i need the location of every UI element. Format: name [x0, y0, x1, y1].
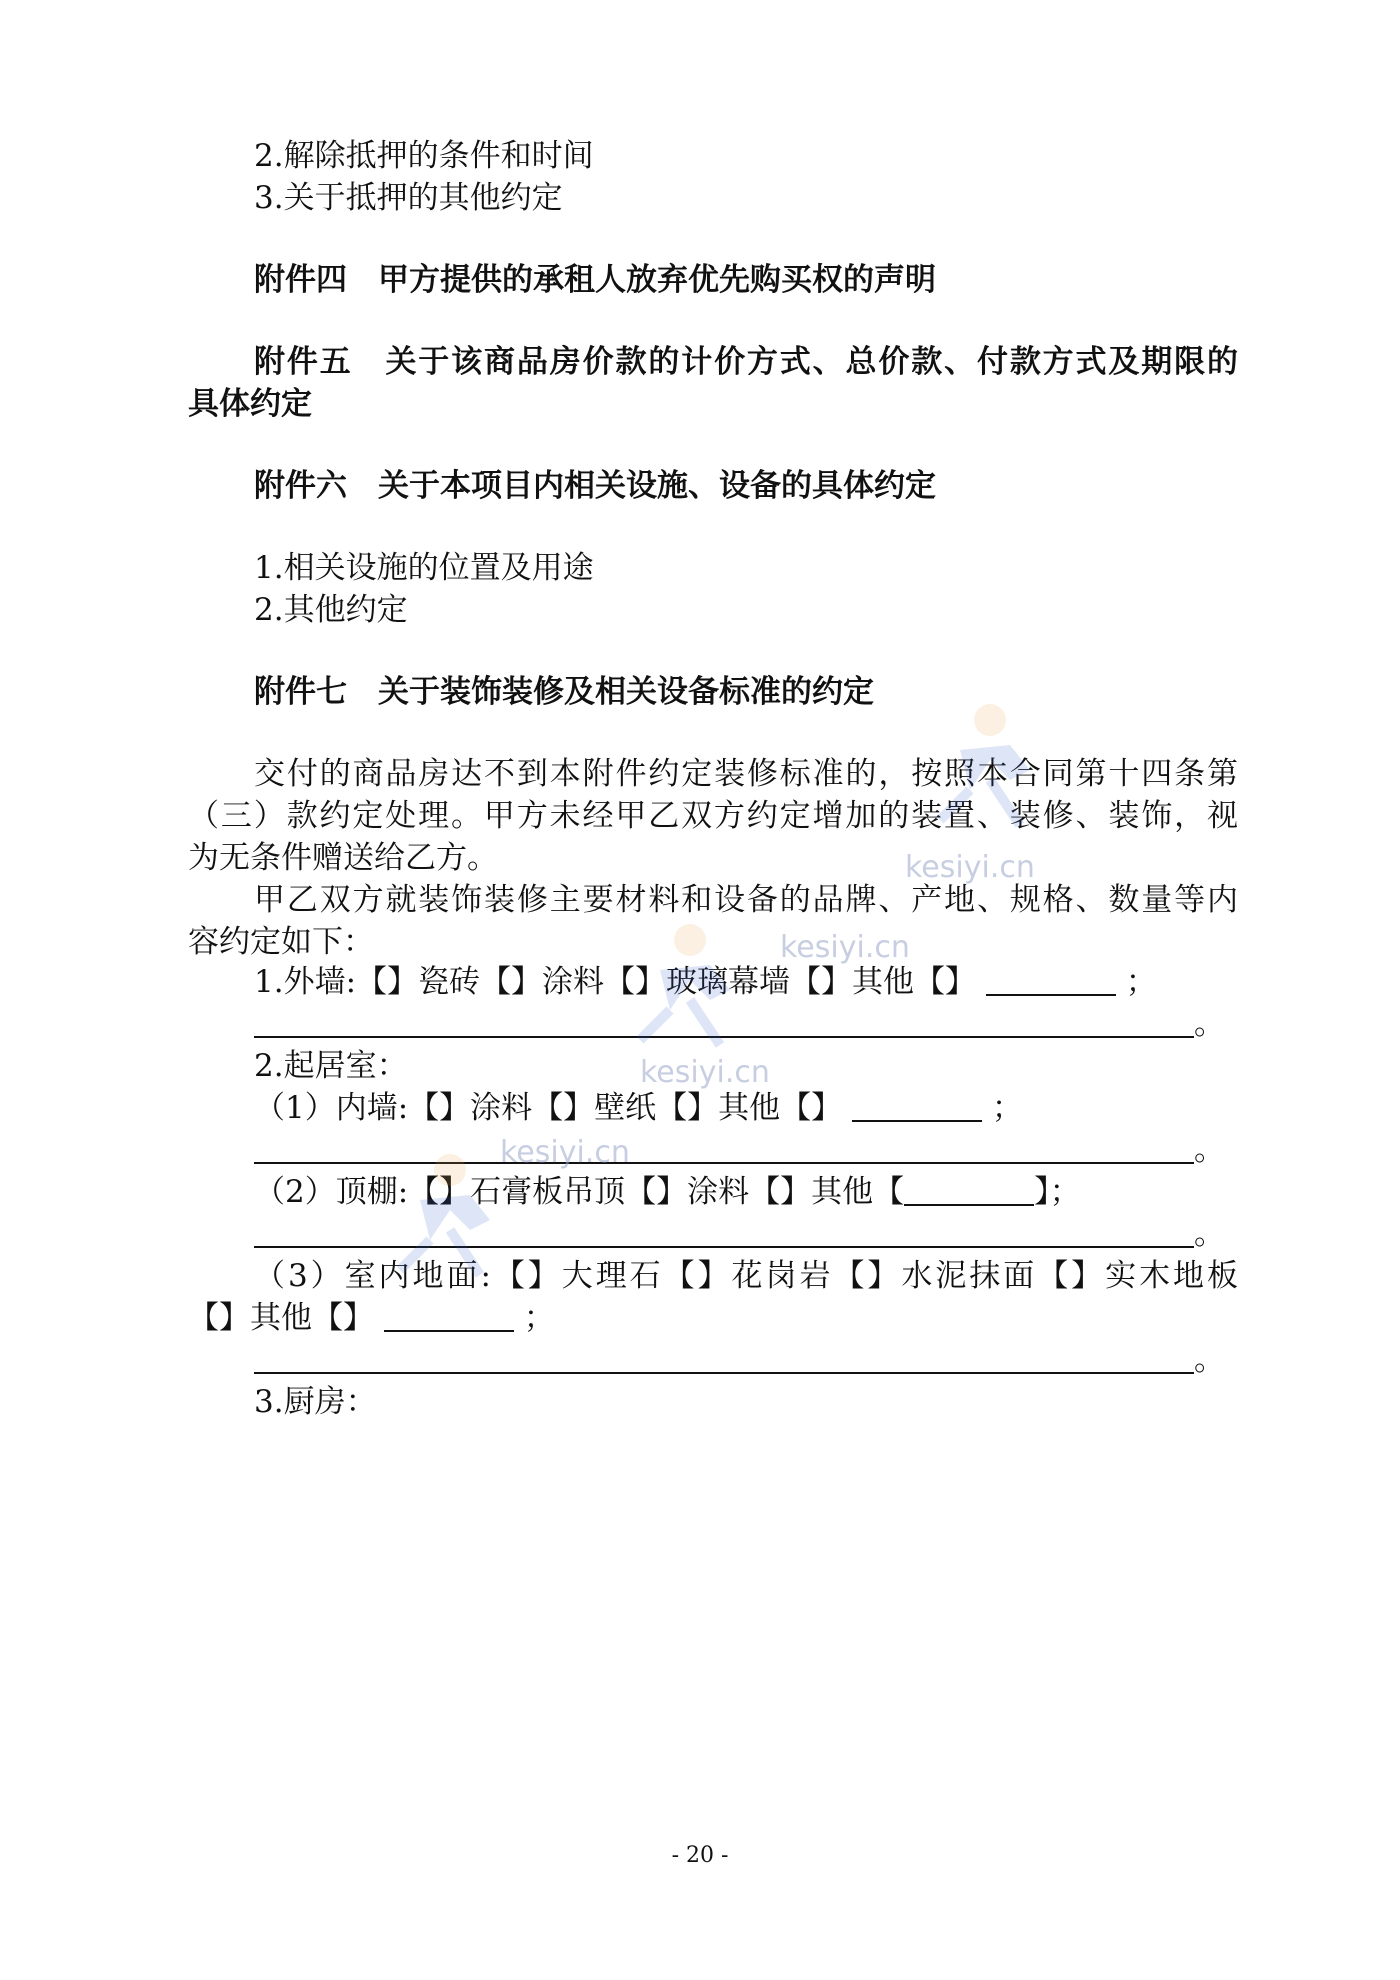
item-facilities: 1.相关设施的位置及用途: [254, 550, 594, 586]
heading-annex-5: 附件五 关于该商品房价款的计价方式、总价款、付款方式及期限的: [254, 344, 1238, 380]
section-living-room: 2.起居室：: [254, 1048, 408, 1084]
item-floor: （3）室内地面:【】大理石【】花岗岩【】水泥抹面【】实木地板: [254, 1258, 1238, 1294]
period: 。: [1194, 1342, 1225, 1378]
heading-annex-4: 附件四 甲方提供的承租人放弃优先购买权的声明: [254, 262, 936, 298]
watermark-text: kesiyi.cn: [640, 1055, 770, 1090]
period: 。: [1194, 1006, 1225, 1042]
fill-blank[interactable]: [384, 1300, 514, 1332]
page-number: - 20 -: [671, 1843, 729, 1868]
period: 。: [1194, 1132, 1225, 1168]
watermark-text: kesiyi.cn: [905, 850, 1035, 885]
watermark-text: kesiyi.cn: [500, 1135, 630, 1170]
paragraph-line: 容约定如下：: [188, 924, 374, 960]
heading-annex-7: 附件七 关于装饰装修及相关设备标准的约定: [254, 674, 874, 710]
paragraph-line: （三）款约定处理。甲方未经甲乙双方约定增加的装置、装修、装饰，视: [188, 798, 1238, 834]
semicolon: ；: [523, 1300, 555, 1336]
watermark-text: kesiyi.cn: [780, 930, 910, 965]
paragraph-line: 甲乙双方就装饰装修主要材料和设备的品牌、产地、规格、数量等内: [254, 882, 1238, 918]
fill-blank[interactable]: [904, 1174, 1034, 1206]
period: 。: [1194, 1216, 1225, 1252]
inner-wall-options: （1）内墙:【】涂料【】壁纸【】其他【】: [254, 1090, 843, 1126]
item-other: 2.其他约定: [254, 592, 408, 628]
fill-blank[interactable]: [254, 1342, 1194, 1374]
ceiling-options: （2）顶棚:【】石膏板吊顶【】涂料【】其他【: [254, 1174, 905, 1210]
paragraph-line: 交付的商品房达不到本附件约定装修标准的，按照本合同第十四条第: [254, 756, 1238, 792]
heading-annex-5-cont: 具体约定: [188, 386, 312, 422]
fill-blank[interactable]: [254, 1132, 1194, 1164]
item-mortgage-other: 3.关于抵押的其他约定: [254, 180, 563, 216]
fill-blank[interactable]: [986, 964, 1116, 996]
exterior-wall-options: 1.外墙:【】瓷砖【】涂料【】玻璃幕墙【】其他【】: [254, 964, 977, 1000]
paragraph-line: 为无条件赠送给乙方。: [188, 840, 498, 876]
semicolon: ；: [1125, 964, 1157, 1000]
fill-blank[interactable]: [852, 1090, 982, 1122]
floor-options: 【】其他【】: [188, 1300, 374, 1336]
section-kitchen: 3.厨房：: [254, 1384, 377, 1420]
fill-blank[interactable]: [254, 1006, 1194, 1038]
item-release-mortgage: 2.解除抵押的条件和时间: [254, 138, 594, 174]
heading-annex-6: 附件六 关于本项目内相关设施、设备的具体约定: [254, 468, 936, 504]
fill-blank[interactable]: [254, 1216, 1194, 1248]
ceiling-close: 】；: [1034, 1174, 1081, 1210]
semicolon: ；: [991, 1090, 1023, 1126]
